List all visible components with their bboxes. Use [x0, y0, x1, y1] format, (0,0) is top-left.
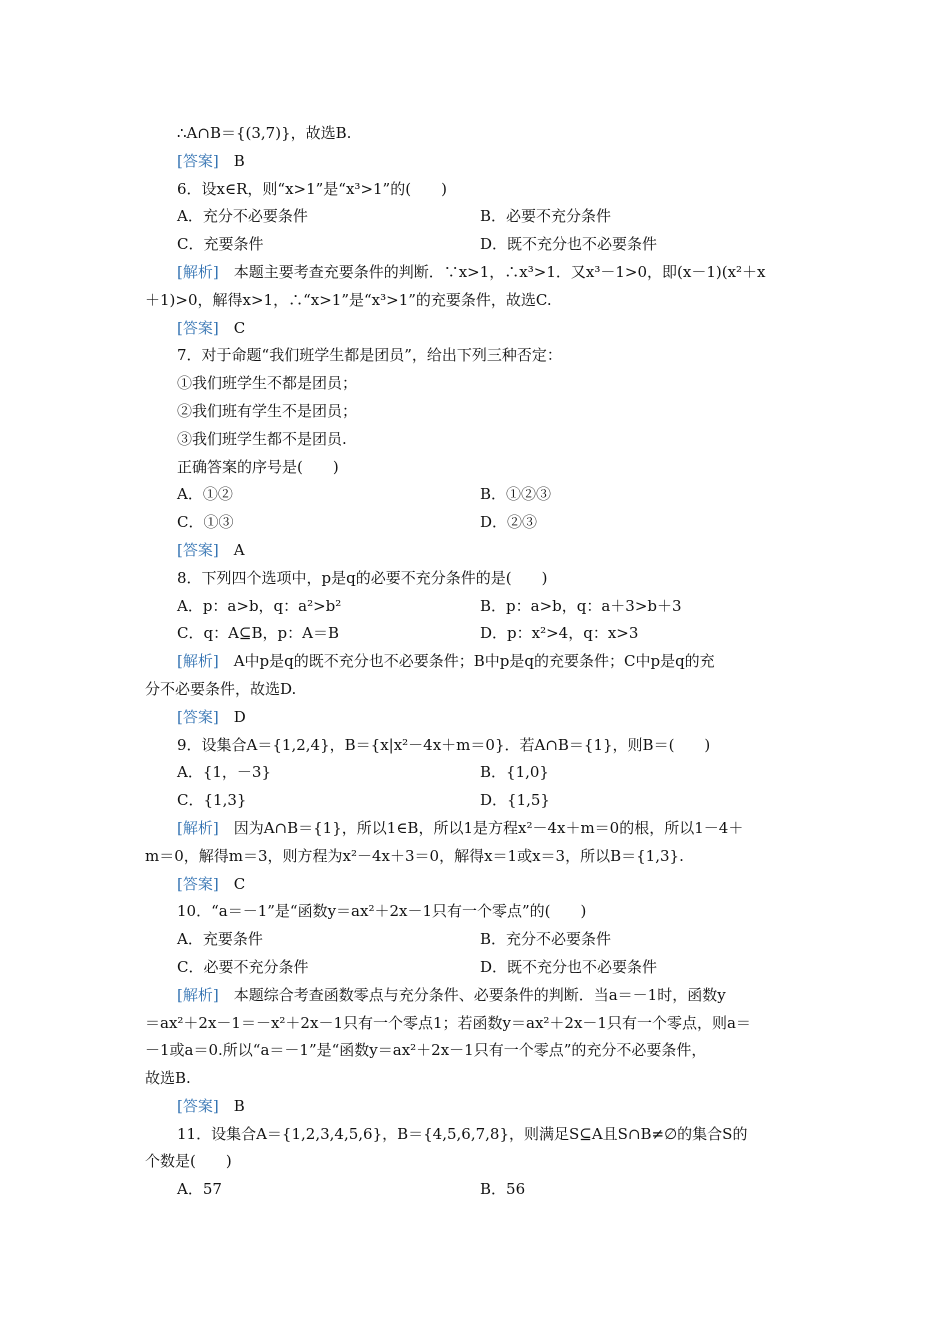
text-line: ②我们班有学生不是团员； [177, 401, 358, 420]
option-left: C．充要条件 [177, 235, 264, 254]
answer-line [145, 315, 810, 343]
options-row [145, 509, 810, 537]
options-row [145, 759, 810, 787]
answer-line [145, 871, 810, 899]
text-line: 11．设集合A＝{1,2,3,4,5,6}，B＝{4,5,6,7,8}，则满足S⊆A且S∩B≠∅的集合S的 [177, 1124, 748, 1143]
option-left: A．p：a>b，q：a²>b² [177, 596, 342, 615]
continuation-line: 个数是( ) [145, 1152, 232, 1171]
continuation-line: 故选B. [145, 1069, 191, 1088]
line-text: B [218, 151, 245, 170]
options-row [145, 1176, 810, 1204]
line-text: A [218, 540, 245, 559]
option-left: A．①② [177, 485, 233, 504]
answer-tag: [答案] [177, 318, 219, 337]
answer-tag: [答案] [177, 1096, 219, 1115]
text-line: 6．设x∈R，则“x>1”是“x³>1”的( ) [177, 179, 447, 198]
text-line: ①我们班学生不都是团员； [177, 374, 358, 393]
option-left: C．①③ [177, 513, 234, 532]
text-line: 7．对于命题“我们班学生都是团员”，给出下列三种否定： [177, 346, 562, 365]
option-left: C．q：A⊆B，p：A＝B [177, 624, 339, 643]
answer-line [145, 1093, 810, 1121]
continuation-line: －1或a＝0.所以“a＝－1”是“函数y＝ax²＋2x－1只有一个零点”的充分不必要条件， [145, 1041, 707, 1060]
answer-tag: [答案] [177, 540, 219, 559]
analysis-tag: [解析] [177, 262, 219, 281]
line-text: 因为A∩B＝{1}，所以1∈B，所以1是方程x²－4x＋m＝0的根，所以1－4＋ [218, 818, 744, 837]
options-row [145, 231, 810, 259]
line-text: 本题主要考查充要条件的判断．∵x>1，∴x³>1．又x³－1>0，即(x－1)(x²＋x [218, 262, 766, 281]
option-right: B．充分不必要条件 [480, 930, 612, 949]
text-line: 正确答案的序号是( ) [177, 457, 339, 476]
text-line: 10．“a＝－1”是“函数y＝ax²＋2x－1只有一个零点”的( ) [177, 902, 587, 921]
analysis-line [145, 815, 810, 843]
continuation-line: ＋1)>0，解得x>1，∴“x>1”是“x³>1”的充要条件，故选C. [145, 290, 552, 309]
option-right: D．既不充分也不必要条件 [480, 957, 658, 976]
option-right: D．p：x²>4，q：x>3 [480, 624, 639, 643]
line-text: A中p是q的既不充分也不必要条件；B中p是q的充要条件；C中p是q的充 [218, 652, 715, 671]
continuation-line: ＝ax²＋2x－1＝－x²＋2x－1只有一个零点1；若函数y＝ax²＋2x－1只有一个零点，则a＝ [145, 1013, 751, 1032]
answer-line [145, 704, 810, 732]
option-right: B．必要不充分条件 [480, 207, 612, 226]
document-page [145, 120, 810, 1204]
option-left: A．{1，－3} [177, 763, 272, 782]
analysis-tag: [解析] [177, 818, 219, 837]
options-row [145, 203, 810, 231]
options-row [145, 954, 810, 982]
line-text: 本题综合考查函数零点与充分条件、必要条件的判断．当a＝－1时，函数y [218, 985, 726, 1004]
option-right: B．56 [480, 1180, 526, 1199]
options-row [145, 620, 810, 648]
option-left: A．充要条件 [177, 930, 263, 949]
answer-line [145, 148, 810, 176]
text-line: 8．下列四个选项中，p是q的必要不充分条件的是( ) [177, 568, 548, 587]
line-text: B [218, 1096, 245, 1115]
analysis-tag: [解析] [177, 652, 219, 671]
text-line: ③我们班学生都不是团员. [177, 429, 347, 448]
option-right: D．②③ [480, 513, 538, 532]
option-right: D．{1,5} [480, 791, 550, 810]
option-left: C．必要不充分条件 [177, 957, 309, 976]
text-line: ∴A∩B＝{(3,7)}，故选B. [177, 124, 352, 142]
continuation-line: m＝0，解得m＝3，则方程为x²－4x＋3＝0，解得x＝1或x＝3，所以B＝{1,3}. [145, 846, 684, 865]
options-row [145, 787, 810, 815]
answer-tag: [答案] [177, 707, 219, 726]
line-text: D [218, 707, 246, 726]
option-left: C．{1,3} [177, 791, 247, 810]
answer-line [145, 537, 810, 565]
option-right: B．p：a>b，q：a＋3>b＋3 [480, 596, 682, 615]
option-right: D．既不充分也不必要条件 [480, 235, 658, 254]
line-text: C [218, 318, 246, 337]
analysis-tag: [解析] [177, 985, 219, 1004]
option-left: A．57 [177, 1180, 222, 1199]
line-text: C [218, 874, 246, 893]
analysis-line [145, 259, 810, 287]
answer-tag: [答案] [177, 874, 219, 893]
option-right: B．{1,0} [480, 763, 549, 782]
analysis-line [145, 648, 810, 676]
text-line: 9．设集合A＝{1,2,4}，B＝{x|x²－4x＋m＝0}．若A∩B＝{1}，则B＝( ) [177, 735, 711, 754]
answer-tag: [答案] [177, 151, 219, 170]
analysis-line [145, 982, 810, 1010]
options-row [145, 481, 810, 509]
options-row [145, 926, 810, 954]
option-right: B．①②③ [480, 485, 552, 504]
option-left: A．充分不必要条件 [177, 207, 308, 226]
options-row [145, 593, 810, 621]
continuation-line: 分不必要条件，故选D. [145, 679, 297, 698]
